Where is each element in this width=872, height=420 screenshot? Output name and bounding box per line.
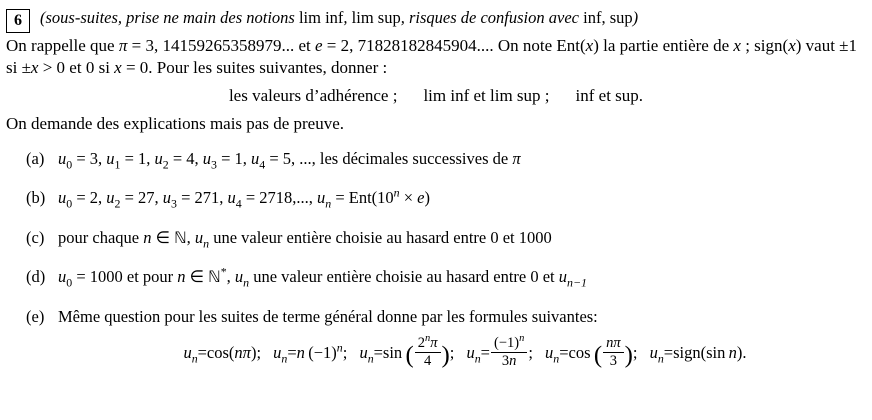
- x-symbol-1: x: [585, 36, 594, 55]
- formula-2: $u_n=n$ $(-1)^n$;: [273, 340, 348, 366]
- d-u: u: [58, 267, 67, 287]
- c-in: ∈: [151, 227, 175, 247]
- b-idx-2: 3: [171, 196, 177, 211]
- item-body-b: $u_0 = 2$, $u_2 = 27$, $u_3 = 271$, $u_4 = 2718$,..., $u_n = Ent(10^n \times e)$: [58, 185, 430, 211]
- d-t4: une valeur entière choisie au hasard entre 0 et: [249, 267, 559, 287]
- items-list: [0, 148, 872, 372]
- liminf-label: lim inf: [298, 8, 344, 27]
- b-idx-1: 2: [114, 196, 121, 211]
- b-idx-0: 0: [66, 196, 73, 211]
- d-in: ∈: [185, 267, 209, 287]
- list-item: [26, 148, 872, 172]
- formula-5: $u_n=\cos$ ( $\frac{n\pi}{3}$ );: [545, 335, 638, 370]
- b-ent: Ent(10: [348, 188, 394, 208]
- item-body-a: $u_0 = 3$, $u_1 = 1$, $u_2 = 4$, $u_3 = 1$, $u_4 = 5$, ..., les décimales successives de π: [58, 148, 521, 172]
- b-val-2: 271: [194, 188, 220, 208]
- list-item: [26, 227, 872, 251]
- a-val-2: 4: [186, 148, 195, 168]
- a-ellipsis: , ...: [291, 148, 312, 168]
- b-idx-3: 4: [235, 196, 242, 211]
- title-part-2: ,: [343, 8, 352, 27]
- d-t2: = 1000 et pour: [72, 267, 178, 287]
- intro-paragraph: [0, 33, 872, 80]
- question-list-inline: [0, 80, 872, 110]
- item-label-c: (c): [26, 227, 45, 247]
- formula-4: $u_n=$ $\frac{(-1)^n}{3n}$ ;: [466, 333, 533, 370]
- b-ellipsis: ,...,: [292, 188, 313, 208]
- c-n: n: [143, 227, 152, 247]
- d-t3: ,: [226, 267, 235, 287]
- intro-t3: = 2, 71828182845904.... On note Ent(: [322, 36, 586, 55]
- b-e: e: [417, 188, 425, 208]
- formula-1: $u_n=\cos(n\pi)$;: [183, 343, 262, 366]
- formula-6: $u_n=sign(\sin$ n).: [649, 343, 747, 366]
- intro-t4: ) la partie: [593, 36, 659, 55]
- a-val-0: 3: [89, 148, 98, 168]
- question-liminf-limsup: lim inf et lim sup ;: [423, 85, 550, 105]
- item-label-b: (b): [26, 188, 46, 208]
- a-tail: , les décimales successives de: [311, 148, 513, 168]
- c-t3: une valeur entière choisie au hasard entre 0 et 1000: [209, 227, 552, 247]
- x-symbol-4: x: [30, 58, 39, 78]
- x-symbol-5: x: [114, 58, 122, 78]
- a-val-1: 1: [138, 148, 147, 168]
- d-naturals: ℕ: [208, 267, 221, 287]
- b-close: ): [424, 188, 430, 208]
- pi-symbol: π: [118, 36, 128, 55]
- list-item: [26, 264, 872, 290]
- list-item: [26, 306, 872, 373]
- intro-t6: ; sign(: [740, 36, 789, 55]
- formula-3: $u_n=\sin$ ( $\frac{2^n\pi}{4}$ );: [359, 333, 455, 370]
- title-part-4: ): [632, 8, 639, 27]
- x-symbol-2: x: [733, 36, 741, 55]
- limsup-label: lim sup: [351, 8, 401, 27]
- item-body-e: [58, 306, 872, 373]
- item-label-d: (d): [26, 267, 46, 287]
- intro-t7: ) vaut ±1 si ±: [6, 36, 857, 78]
- title-part-1: (sous-suites, prise ne main des notions: [40, 8, 299, 27]
- c-un: u: [194, 227, 204, 247]
- title-part-3: , risques de confusion avec: [400, 8, 584, 27]
- remark-line: On demande des explications mais pas de preuve.: [6, 113, 345, 133]
- a-pi: π: [512, 148, 521, 168]
- a-val-4: 5: [282, 148, 291, 168]
- exercise-title: [40, 8, 638, 29]
- exercise-number-box: 6: [6, 9, 30, 33]
- question-inf-sup: inf et sup.: [575, 85, 644, 105]
- e-symbol: e: [314, 36, 323, 55]
- exercise-header: [0, 0, 872, 33]
- intro-t1: On rappelle que: [6, 36, 119, 55]
- x-symbol-3: x: [788, 36, 796, 55]
- c-naturals: ℕ: [174, 227, 187, 247]
- b-val-0: 2: [89, 188, 98, 208]
- intro-t8: > 0 et 0 si: [38, 58, 115, 78]
- question-adherence: les valeurs d’adhérence ;: [228, 85, 398, 105]
- b-val-1: 27: [138, 188, 155, 208]
- item-body-d: $u_0 = 1000$ et pour n ∈ ℕ*, $u_n$ une valeur entière choisie au hasard entre 0 et $u_{n-1}$: [58, 264, 587, 290]
- item-label-a: (a): [26, 148, 45, 168]
- e-t1: Même question pour les suites de terme général donne par les formules suivantes:: [58, 306, 598, 326]
- item-body-c: pour chaque n ∈ ℕ, $u_n$ une valeur entière choisie au hasard entre 0 et 1000: [58, 227, 552, 251]
- intro-t5: entière de: [662, 36, 734, 55]
- infsup-label: inf, sup: [583, 8, 633, 27]
- a-val-3: 1: [234, 148, 243, 168]
- item-label-e: (e): [26, 306, 45, 326]
- d-n: n: [177, 267, 186, 287]
- d-star: *: [220, 264, 227, 279]
- b-val-3: 2718: [259, 188, 293, 208]
- intro-t9: = 0. Pour les suites suivantes, donner :: [121, 58, 388, 78]
- formula-row: [58, 333, 872, 372]
- intro-t2: = 3, 14159265358979... et: [127, 36, 315, 55]
- d-tail-sub: n−1: [567, 275, 587, 290]
- b-times: ×: [399, 188, 418, 208]
- list-item: [26, 185, 872, 211]
- c-t1: pour chaque: [58, 227, 144, 247]
- c-t2: ,: [186, 227, 195, 247]
